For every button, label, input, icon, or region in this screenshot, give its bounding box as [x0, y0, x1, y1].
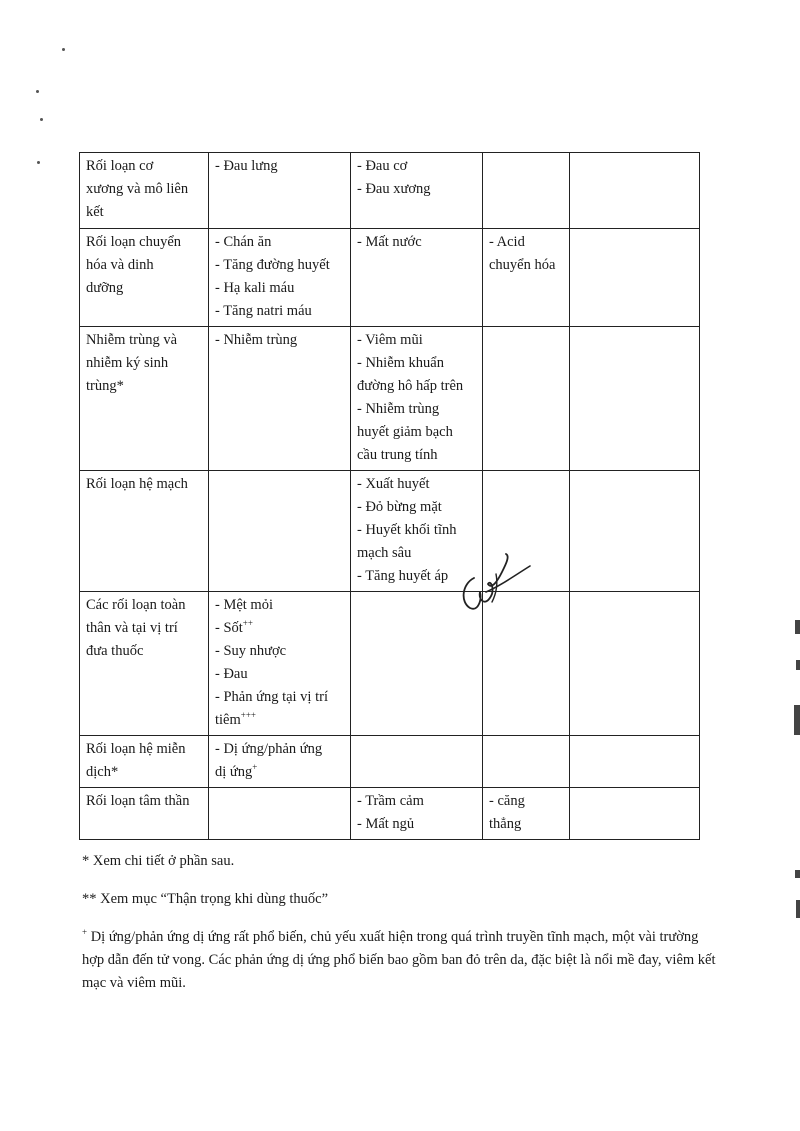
table-row: [80, 229, 700, 327]
cell-line: cầu trung tính: [357, 447, 438, 463]
footnote-marker: +: [82, 927, 88, 938]
cell-line: - Xuất huyết: [357, 476, 430, 492]
cell-line: hóa và dinh: [86, 257, 154, 273]
common-cell: [209, 327, 351, 471]
organ-class-cell: [80, 736, 209, 788]
very-rare-cell: [570, 229, 700, 327]
cell-line: thẳng: [489, 816, 522, 832]
very-rare-cell: [570, 788, 700, 840]
scan-edge-mark: [796, 660, 800, 670]
cell-line: - Tăng natri máu: [215, 303, 312, 319]
cell-line: - Hạ kali máu: [215, 280, 295, 296]
scan-speck: [62, 48, 65, 51]
cell-line: - Trầm cảm: [357, 793, 424, 809]
uncommon-cell: [351, 736, 483, 788]
cell-line: Rối loạn hệ mạch: [86, 476, 188, 492]
common-cell: [209, 229, 351, 327]
cell-line: Rối loạn cơ: [86, 158, 154, 174]
footnote-marker: ++: [242, 618, 253, 629]
footnote-3: [82, 926, 722, 995]
cell-line: kết: [86, 204, 104, 220]
table-row: [80, 327, 700, 471]
organ-class-cell: [80, 788, 209, 840]
cell-line: Nhiễm trùng và: [86, 332, 178, 348]
cell-line: xương và mô liên: [86, 181, 189, 197]
cell-line: - Dị ứng/phản ứng: [215, 741, 323, 757]
cell-line: huyết giảm bạch: [357, 424, 453, 440]
very-rare-cell: [570, 153, 700, 229]
common-cell: [209, 736, 351, 788]
table-row: [80, 153, 700, 229]
cell-line: chuyển hóa: [489, 257, 556, 273]
scan-speck: [36, 90, 39, 93]
cell-line: Rối loạn hệ miễn: [86, 741, 186, 757]
very-rare-cell: [570, 736, 700, 788]
scan-edge-mark: [795, 620, 800, 634]
cell-line: - Nhiễm trùng: [215, 332, 298, 348]
table-row: [80, 736, 700, 788]
cell-text: - Sốt: [215, 620, 243, 636]
organ-class-cell: [80, 592, 209, 736]
cell-line: - Tăng đường huyết: [215, 257, 330, 273]
organ-class-cell: [80, 153, 209, 229]
common-cell: [209, 471, 351, 592]
cell-line: - Mất nước: [357, 234, 422, 250]
footnotes: [82, 850, 722, 1010]
cell-line: đưa thuốc: [86, 643, 144, 659]
adverse-reactions-table: [79, 152, 700, 840]
very-rare-cell: [570, 592, 700, 736]
footnote-1: * Xem chi tiết ở phần sau.: [82, 853, 235, 869]
table-row: [80, 592, 700, 736]
cell-line: - Acid: [489, 234, 525, 250]
uncommon-cell: [351, 229, 483, 327]
common-cell: [209, 788, 351, 840]
uncommon-cell: [351, 153, 483, 229]
cell-line: - Chán ăn: [215, 234, 272, 250]
cell-line: nhiễm ký sinh: [86, 355, 169, 371]
table-row: [80, 788, 700, 840]
cell-line: - Nhiễm khuẩn: [357, 355, 444, 371]
scan-speck: [40, 118, 43, 121]
cell-line: - Nhiễm trùng: [357, 401, 440, 417]
cell-line: mạch sâu: [357, 545, 412, 561]
footnote-marker: +: [252, 762, 258, 773]
cell-line: [215, 617, 345, 640]
scan-speck: [37, 161, 40, 164]
organ-class-cell: [80, 229, 209, 327]
cell-line: - Tăng huyết áp: [357, 568, 449, 584]
scan-edge-mark: [796, 900, 800, 918]
organ-class-cell: [80, 327, 209, 471]
cell-line: - Đau xương: [357, 181, 431, 197]
rare-cell: [483, 788, 570, 840]
cell-line: - Mất ngủ: [357, 816, 415, 832]
cell-line: Các rối loạn toàn: [86, 597, 186, 613]
cell-line: trùng*: [86, 378, 124, 394]
cell-line: Rối loạn chuyển: [86, 234, 182, 250]
common-cell: [209, 592, 351, 736]
cell-line: [215, 709, 345, 732]
handwritten-signature: [452, 550, 532, 620]
cell-line: - Đỏ bừng mặt: [357, 499, 442, 515]
table-row: [80, 471, 700, 592]
scan-edge-mark: [795, 870, 800, 878]
very-rare-cell: [570, 327, 700, 471]
cell-line: - Phản ứng tại vị trí: [215, 689, 328, 705]
cell-line: - căng: [489, 793, 525, 809]
rare-cell: [483, 229, 570, 327]
cell-line: - Viêm mũi: [357, 332, 423, 348]
cell-line: - Đau cơ: [357, 158, 408, 174]
cell-line: [215, 761, 345, 784]
cell-line: đường hô hấp trên: [357, 378, 464, 394]
cell-line: thân và tại vị trí: [86, 620, 178, 636]
organ-class-cell: [80, 471, 209, 592]
cell-line: - Suy nhược: [215, 643, 287, 659]
cell-line: - Đau lưng: [215, 158, 278, 174]
adverse-reactions-table-body: [80, 153, 700, 840]
cell-text: tiêm: [215, 712, 241, 728]
rare-cell: [483, 327, 570, 471]
cell-text: dị ứng: [215, 764, 253, 780]
cell-line: - Huyết khối tĩnh: [357, 522, 457, 538]
rare-cell: [483, 736, 570, 788]
uncommon-cell: [351, 788, 483, 840]
uncommon-cell: [351, 327, 483, 471]
cell-line: - Đau: [215, 666, 248, 682]
cell-line: dịch*: [86, 764, 119, 780]
footnote-3-text: Dị ứng/phản ứng dị ứng rất phổ biến, chủ yếu xuất hiện trong quá trình truyền tĩnh mạch, một vài trường hợp dẫn đến tử vong. Các phản ứng dị ứng phổ biến bao gồm ban đỏ trên da, đặc biệt là nổi mề đay, viêm kết mạc và viêm mũi.: [82, 929, 716, 991]
cell-line: Rối loạn tâm thần: [86, 793, 190, 809]
very-rare-cell: [570, 471, 700, 592]
footnote-marker: +++: [240, 710, 257, 721]
scan-edge-mark: [794, 705, 800, 735]
common-cell: [209, 153, 351, 229]
cell-line: dưỡng: [86, 280, 124, 296]
footnote-2: ** Xem mục “Thận trọng khi dùng thuốc”: [82, 891, 329, 907]
cell-line: - Mệt mỏi: [215, 597, 273, 613]
rare-cell: [483, 153, 570, 229]
